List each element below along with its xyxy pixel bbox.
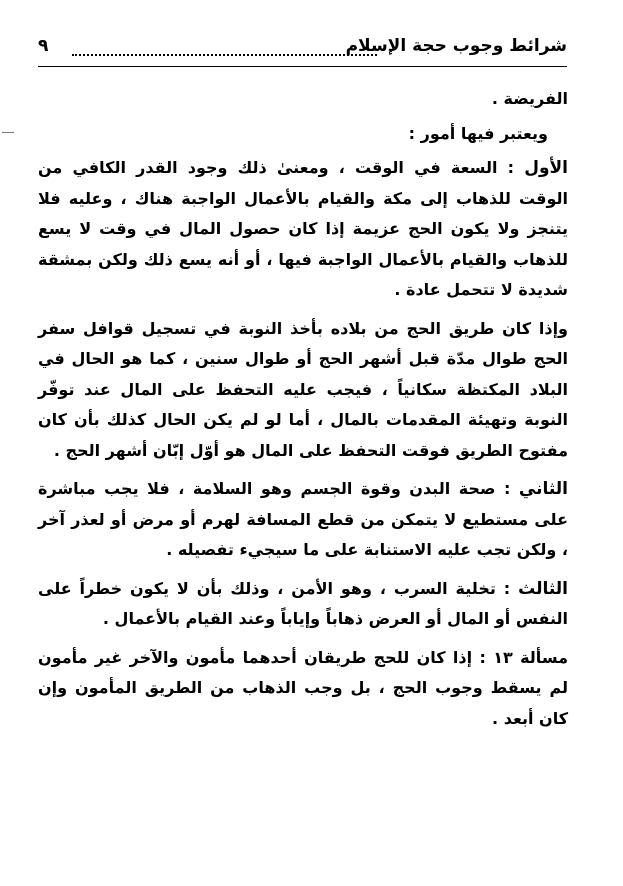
first-condition-text: : السعة في الوقت ، ومعنىٰ ذلك وجود القدر الكافي من الوقت للذهاب إلى مكة والقيام بالأعمال الواجبة هناك ، وعليه فلا يتنجز ولا يكون الحج عزيمة إذا كان حصول المال في وقت لا يسع للذهاب والقيام بالأعمال الواجبة فيها ، أو أنه يسع ذلك ولكن بمشقة شديدة لا تتحمل عادة . — [38, 158, 568, 299]
paragraph-third-condition — [38, 574, 568, 635]
running-header — [38, 36, 567, 70]
page-body — [38, 84, 568, 742]
paragraph-travel-queue: وإذا كان طريق الحج من بلاده بأخذ النوبة في تسجيل قوافل سفر الحج طوال مدّة قبل أشهر الحج أو طوال سنين ، كما هو الحال في البلاد المكتظة سكانياً ، فيجب عليه التحفظ على المال عند توفّر النوبة وتهيئة المقدمات بالمال ، أما لو لم يكن الحال كذلك بأن كان مفتوح الطريق فوقت التحفظ على المال هو أوّل إبّان أشهر الحج . — [38, 318, 568, 460]
header-rule — [38, 66, 567, 67]
third-condition-text: : تخلية السرب ، وهو الأمن ، وذلك بأن لا يكون خطراً على النفس أو المال أو العرض ذهاباً وإياباً وعند القيام بالأعمال . — [38, 578, 568, 628]
term-third: الثالث — [518, 578, 568, 599]
paragraph-continuation: الفريضة . — [491, 89, 568, 108]
header-title: شرائط وجوب حجة الإسلام — [340, 36, 567, 56]
scan-margin-mark — [2, 132, 14, 133]
paragraph-issue-13: مسألة ١٣ : إذا كان للحج طريقان أحدهما مأمون والآخر غير مأمون لم يسقط وجوب الحج ، بل وجب الذهاب من الطريق المأمون وإن كان أبعد . — [38, 647, 569, 728]
paragraph-intro: ويعتبر فيها أمور : — [408, 123, 548, 143]
term-first: الأول — [524, 158, 568, 178]
paragraph-first-condition — [38, 153, 568, 306]
second-condition-text: : صحة البدن وقوة الجسم وهو السلامة ، فلا يجب مباشرة على مستطيع لا يتمكن من قطع المسافة لهرم أو مرض أو لعذر آخر ، ولكن تجب عليه الاستنابة على ما سيجيء تفصيله . — [38, 479, 568, 559]
header-dot-leader — [72, 54, 377, 56]
term-second: الثاني — [518, 479, 568, 499]
page-number: ٩ — [38, 36, 49, 56]
paragraph-second-condition — [38, 474, 568, 566]
